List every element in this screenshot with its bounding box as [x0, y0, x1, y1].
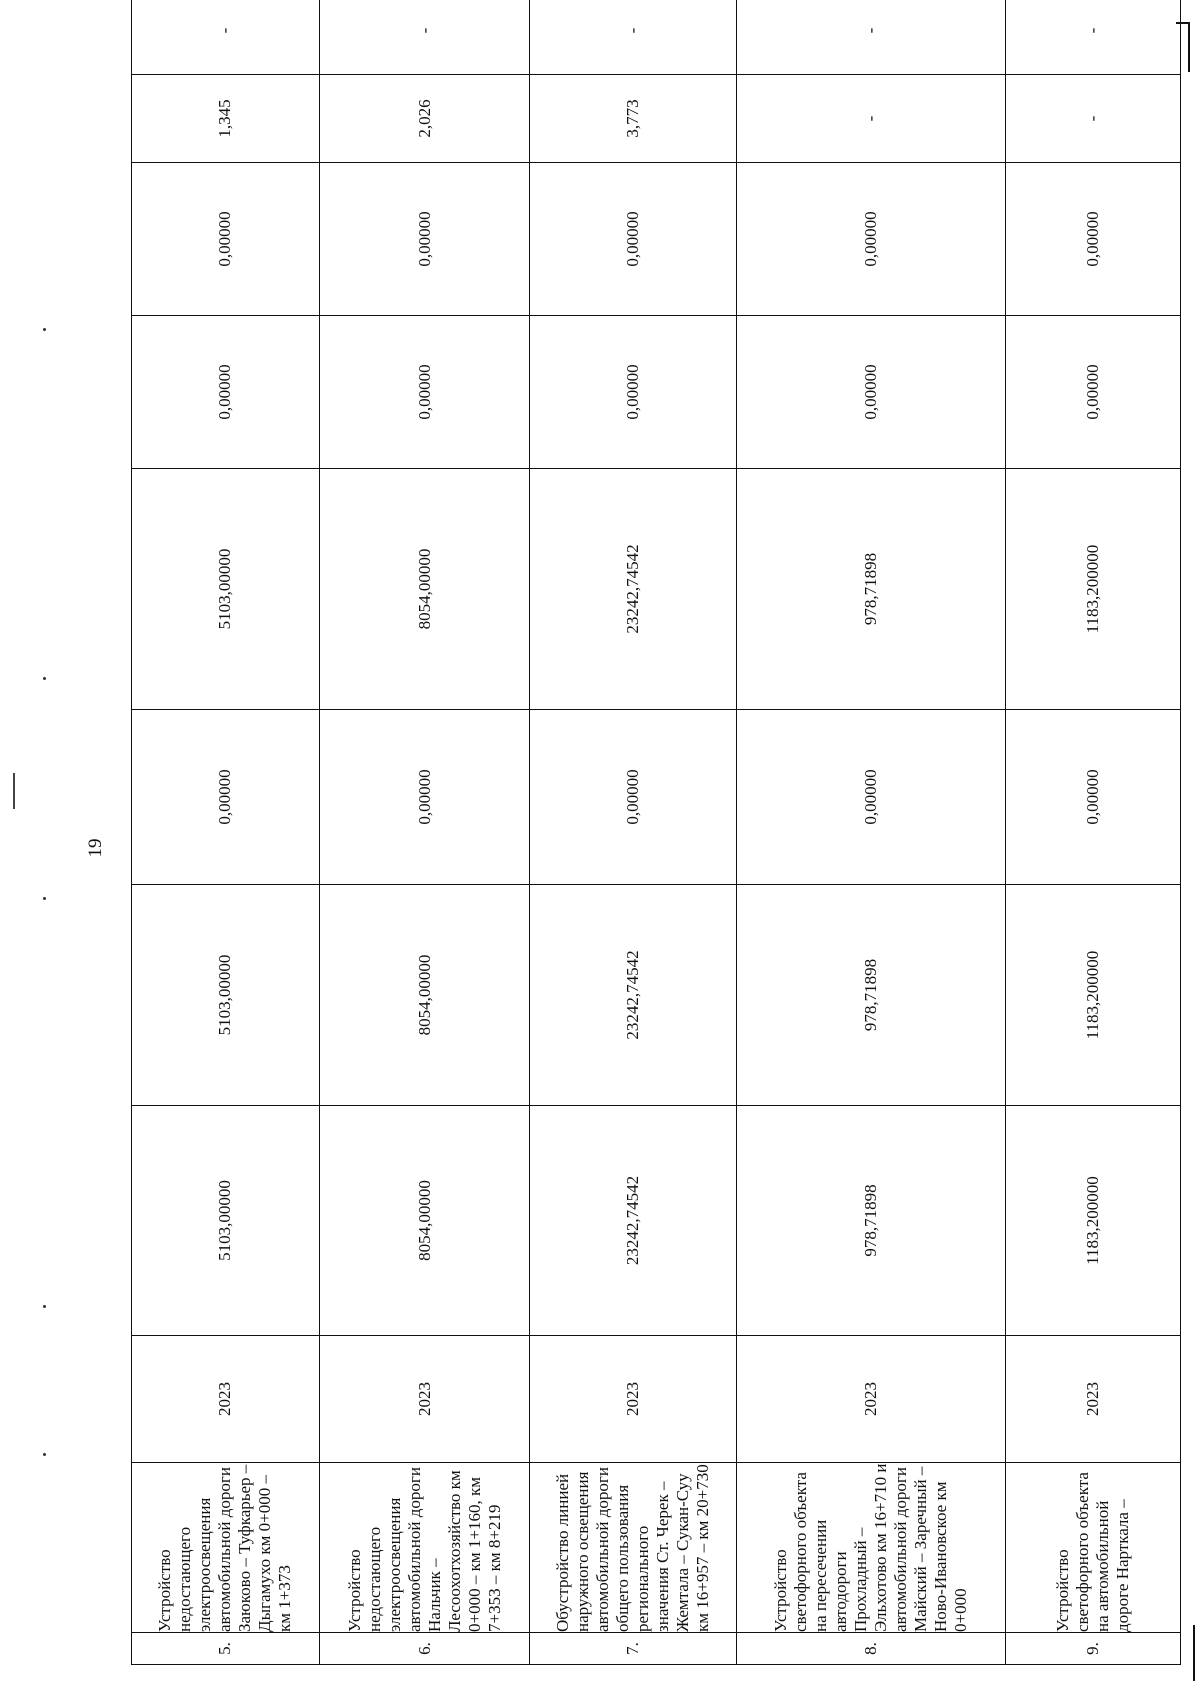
row-extra: - — [1006, 0, 1181, 75]
scan-edge-mark-top — [1188, 22, 1190, 72]
row-year-start: 2023 — [530, 1336, 737, 1463]
scan-speck — [43, 677, 46, 680]
row-number: 8. — [737, 1633, 1006, 1665]
row-number: 7. — [530, 1633, 737, 1665]
row-cost-reserve: 0,00000 — [319, 163, 529, 316]
table-row — [319, 0, 529, 1665]
scan-speck — [43, 897, 46, 900]
scan-smudge — [13, 773, 15, 809]
table-row — [530, 0, 737, 1665]
row-cost-total: 978,71898 — [737, 1106, 1006, 1336]
row-year-start: 2023 — [319, 1336, 529, 1463]
scan-speck — [43, 1305, 46, 1308]
row-extra: - — [319, 0, 529, 75]
table-row — [132, 0, 320, 1665]
row-name: Устройство светофорного объекта на пересечении автодороги Прохладный – Эльхотово км 16+710 и автомобильной дороги Майский – Заречный – Ново-Ивановское км 0+000 — [737, 1463, 1006, 1633]
row-cost-other: 0,00000 — [132, 316, 320, 469]
row-cost-2023: 23242,74542 — [530, 885, 737, 1106]
row-cost-reserve: 0,00000 — [132, 163, 320, 316]
row-year-start: 2023 — [1006, 1336, 1181, 1463]
row-length: - — [737, 75, 1006, 163]
row-cost-federal: 0,00000 — [132, 710, 320, 885]
row-name: Обустройство линией наружного освещения автомобильной дороги общего пользования регионального значения Ст. Черек – Жемтала – Сукан-Суу км 16+957 – км 20+730 — [530, 1463, 737, 1633]
row-cost-total: 23242,74542 — [530, 1106, 737, 1336]
row-cost-regional: 5103,00000 — [132, 469, 320, 710]
row-extra: - — [530, 0, 737, 75]
row-cost-reserve: 0,00000 — [737, 163, 1006, 316]
row-name: Устройство недостающего электроосвещения автомобильной дороги Нальчик – Лесоохотхозяйство км 0+000 – км 1+160, км 7+353 – км 8+219 — [319, 1463, 529, 1633]
row-cost-regional: 978,71898 — [737, 469, 1006, 710]
row-cost-total: 1183,200000 — [1006, 1106, 1181, 1336]
row-number: 6. — [319, 1633, 529, 1665]
row-length: 3,773 — [530, 75, 737, 163]
row-length: 1,345 — [132, 75, 320, 163]
row-cost-other: 0,00000 — [737, 316, 1006, 469]
row-cost-other: 0,00000 — [319, 316, 529, 469]
row-cost-total: 8054,00000 — [319, 1106, 529, 1336]
table-container — [131, 27, 1181, 1665]
row-cost-total: 5103,00000 — [132, 1106, 320, 1336]
page-number: 19 — [85, 838, 106, 858]
scan-speck — [43, 1453, 46, 1456]
row-cost-2023: 8054,00000 — [319, 885, 529, 1106]
row-cost-regional: 1183,200000 — [1006, 469, 1181, 710]
row-cost-other: 0,00000 — [530, 316, 737, 469]
row-cost-regional: 8054,00000 — [319, 469, 529, 710]
row-name: Устройство светофорного объекта на автомобильной дороге Нарткала – — [1006, 1463, 1181, 1633]
row-cost-federal: 0,00000 — [1006, 710, 1181, 885]
row-cost-2023: 5103,00000 — [132, 885, 320, 1106]
row-length: - — [1006, 75, 1181, 163]
row-cost-federal: 0,00000 — [737, 710, 1006, 885]
row-cost-2023: 1183,200000 — [1006, 885, 1181, 1106]
row-cost-reserve: 0,00000 — [1006, 163, 1181, 316]
row-number: 9. — [1006, 1633, 1181, 1665]
row-cost-other: 0,00000 — [1006, 316, 1181, 469]
row-cost-reserve: 0,00000 — [530, 163, 737, 316]
row-year-start: 2023 — [132, 1336, 320, 1463]
row-cost-2023: 978,71898 — [737, 885, 1006, 1106]
row-extra: - — [132, 0, 320, 75]
row-cost-federal: 0,00000 — [530, 710, 737, 885]
row-number: 5. — [132, 1633, 320, 1665]
scan-edge-mark-bottom — [1193, 1625, 1195, 1681]
table-row — [737, 0, 1006, 1665]
scan-speck — [43, 328, 46, 331]
row-length: 2,026 — [319, 75, 529, 163]
table-row — [1006, 0, 1181, 1665]
row-year-start: 2023 — [737, 1336, 1006, 1463]
row-cost-federal: 0,00000 — [319, 710, 529, 885]
row-cost-regional: 23242,74542 — [530, 469, 737, 710]
row-extra: - — [737, 0, 1006, 75]
data-table — [131, 0, 1181, 1665]
row-name: Устройство недостающего электроосвещения автомобильной дороги Заюково – Туфкарьер – Дыгамухо км 0+000 – км 1+373 — [132, 1463, 320, 1633]
